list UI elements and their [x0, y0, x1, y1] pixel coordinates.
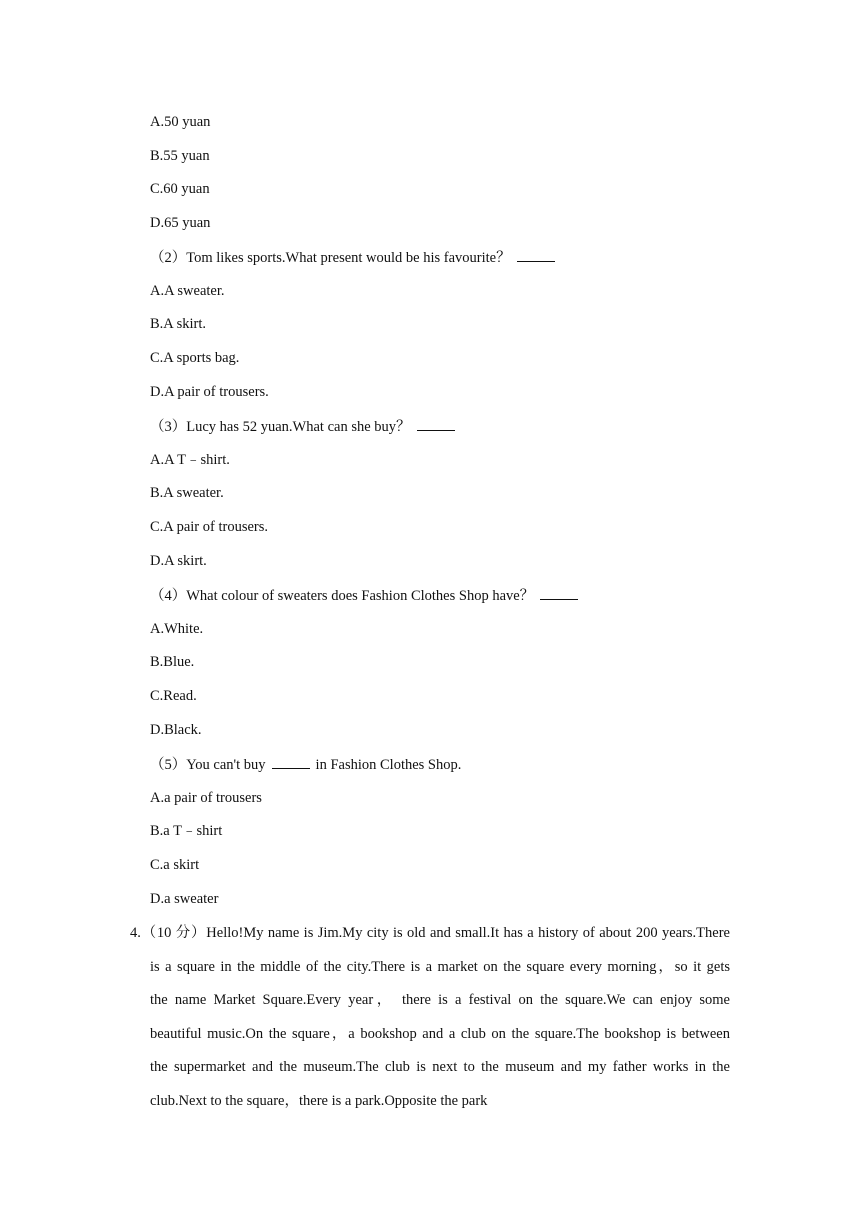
passage-line: club.Next to the square，there is a park.Opposite the park — [150, 1092, 488, 1109]
q4-option-b: B.Blue. — [150, 654, 195, 670]
q2-stem — [150, 247, 555, 268]
passage-line: is a square in the middle of the city.There is a market on the square every morning，so it gets — [150, 958, 730, 975]
q4-option-d: D.Black. — [150, 722, 202, 738]
q3-option-b: B.A sweater. — [150, 485, 224, 501]
q5-stem — [150, 754, 461, 775]
q3-stem-text: （3）Lucy has 52 yuan.What can she buy？ — [150, 419, 411, 435]
q5-answer-blank — [272, 754, 310, 769]
q3-option-d: D.A skirt. — [150, 553, 207, 569]
q5-stem-after: in Fashion Clothes Shop. — [315, 757, 462, 773]
q4-option-c: C.Read. — [150, 688, 197, 704]
q3-option-c: C.A pair of trousers. — [150, 519, 268, 535]
q2-stem-text: （2）Tom likes sports.What present would be his favourite？ — [150, 250, 511, 266]
q2-option-c: C.A sports bag. — [150, 350, 240, 366]
passage-line: beautiful music.On the square，a bookshop and a club on the square.The bookshop is between — [150, 1025, 730, 1042]
q1-option-d: D.65 yuan — [150, 215, 211, 231]
q4-stem-text: （4）What colour of sweaters does Fashion Clothes Shop have？ — [150, 588, 535, 604]
passage-line: the name Market Square.Every year， there is a festival on the square.We can enjoy some — [150, 992, 730, 1009]
q5-option-a: A.a pair of trousers — [150, 790, 262, 806]
q2-option-b: B.A skirt. — [150, 316, 206, 332]
q4-stem — [150, 585, 578, 606]
q5-option-d: D.a sweater — [150, 891, 219, 907]
q3-option-a: A.A T﹣shirt. — [150, 452, 230, 468]
passage-line: 4.（10 分）Hello!My name is Jim.My city is old and small.It has a history of about 200 years.There — [130, 925, 730, 941]
q1-option-c: C.60 yuan — [150, 181, 210, 197]
q2-answer-blank — [517, 247, 555, 262]
q5-stem-before: （5）You can't buy — [150, 757, 266, 773]
q5-option-b: B.a T﹣shirt — [150, 823, 223, 839]
q6-passage — [130, 921, 730, 1123]
q4-answer-blank — [540, 585, 578, 600]
q1-option-a: A.50 yuan — [150, 114, 211, 130]
q2-option-d: D.A pair of trousers. — [150, 384, 269, 400]
q3-stem — [150, 416, 455, 437]
q1-option-b: B.55 yuan — [150, 148, 210, 164]
q4-option-a: A.White. — [150, 621, 204, 637]
q5-option-c: C.a skirt — [150, 857, 200, 873]
q3-answer-blank — [417, 416, 455, 431]
passage-line: the supermarket and the museum.The club is next to the museum and my father works in the — [150, 1059, 730, 1076]
q2-option-a: A.A sweater. — [150, 283, 225, 299]
